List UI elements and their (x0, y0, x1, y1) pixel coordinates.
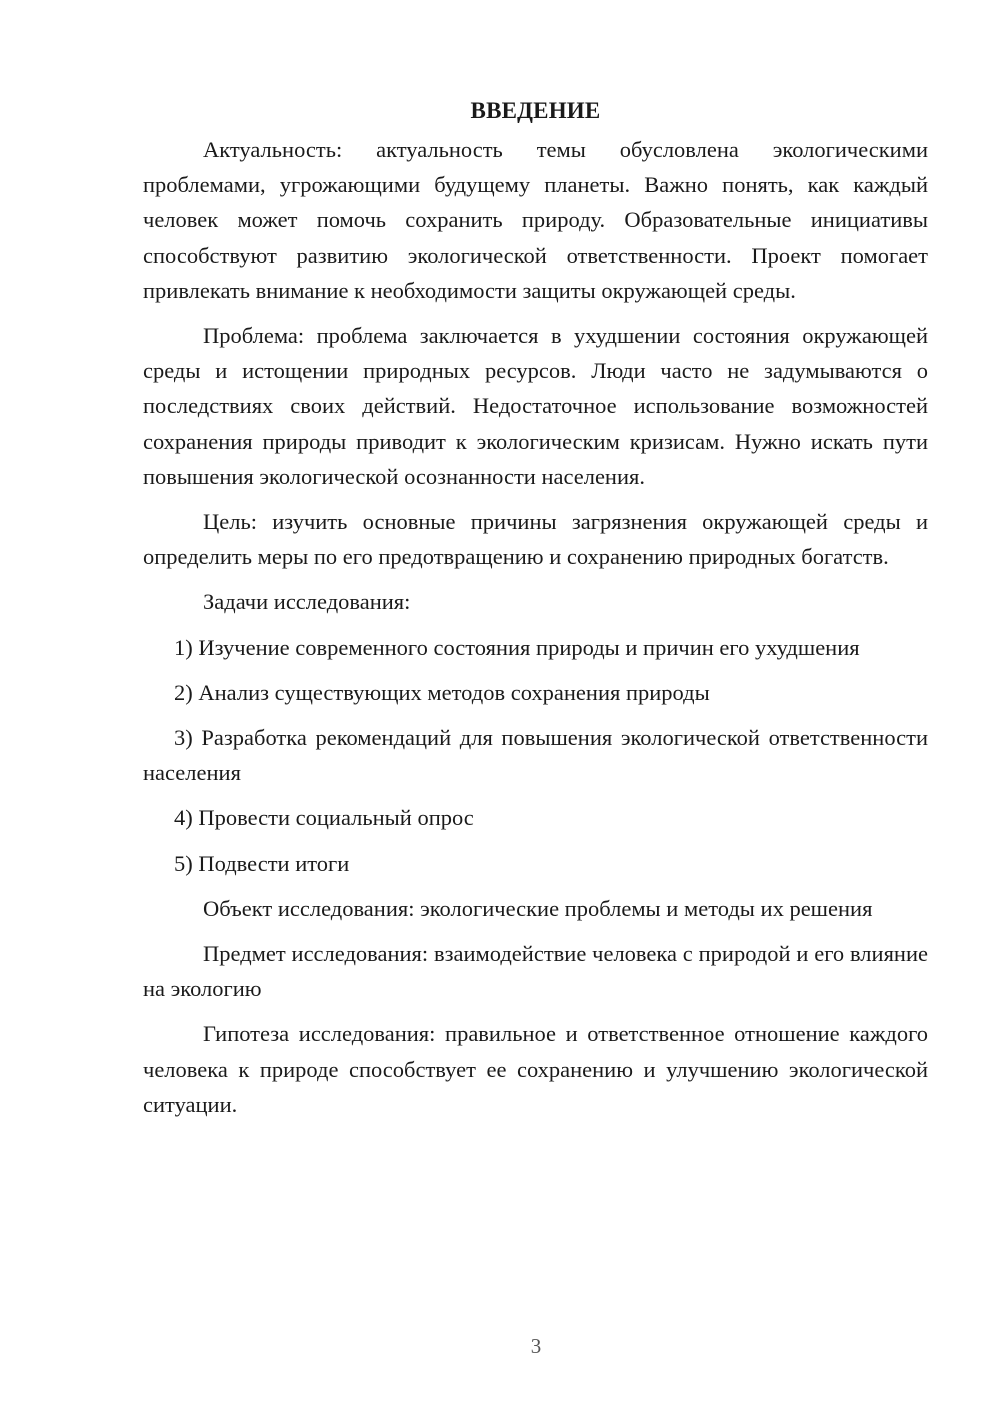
task-item-3: 3) Разработка рекомендаций для повышения экологической ответственности населения (143, 725, 928, 786)
task-item-1: 1) Изучение современного состояния природы и причин его ухудшения (174, 634, 860, 660)
object-paragraph: Объект исследования: экологические проблемы и методы их решения (203, 895, 873, 921)
relevance-paragraph: Актуальность: актуальность темы обусловлена экологическими проблемами, угрожающими будущему планеты. Важно понять, как каждый человек может помочь сохранить природу. Образовательные инициативы способствуют развитию экологической ответственности. Проект помогает привлекать внимание к необходимости защиты окружающей среды. (143, 137, 928, 303)
document-page (143, 96, 928, 1132)
tasks-heading: Задачи исследования: (203, 589, 411, 615)
goal-paragraph: Цель: изучить основные причины загрязнения окружающей среды и определить меры по его предотвращению и сохранению природных богатств. (143, 509, 928, 570)
section-title: ВВЕДЕНИЕ (470, 98, 601, 123)
task-item-5: 5) Подвести итоги (174, 850, 350, 876)
hypothesis-paragraph: Гипотеза исследования: правильное и ответственное отношение каждого человека к природе способствует ее сохранению и улучшению экологической ситуации. (143, 1021, 928, 1117)
task-item-2: 2) Анализ существующих методов сохранения природы (174, 679, 710, 705)
problem-paragraph: Проблема: проблема заключается в ухудшении состояния окружающей среды и истощении природных ресурсов. Люди часто не задумываются о последствиях своих действий. Недостаточное использование возможностей сохранения природы приводит к экологическим кризисам. Нужно искать пути повышения экологической осознанности населения. (143, 323, 928, 489)
task-item-4: 4) Провести социальный опрос (174, 805, 474, 831)
subject-paragraph: Предмет исследования: взаимодействие человека с природой и его влияние на экологию (143, 941, 928, 1002)
page-number: 3 (530, 1334, 542, 1358)
